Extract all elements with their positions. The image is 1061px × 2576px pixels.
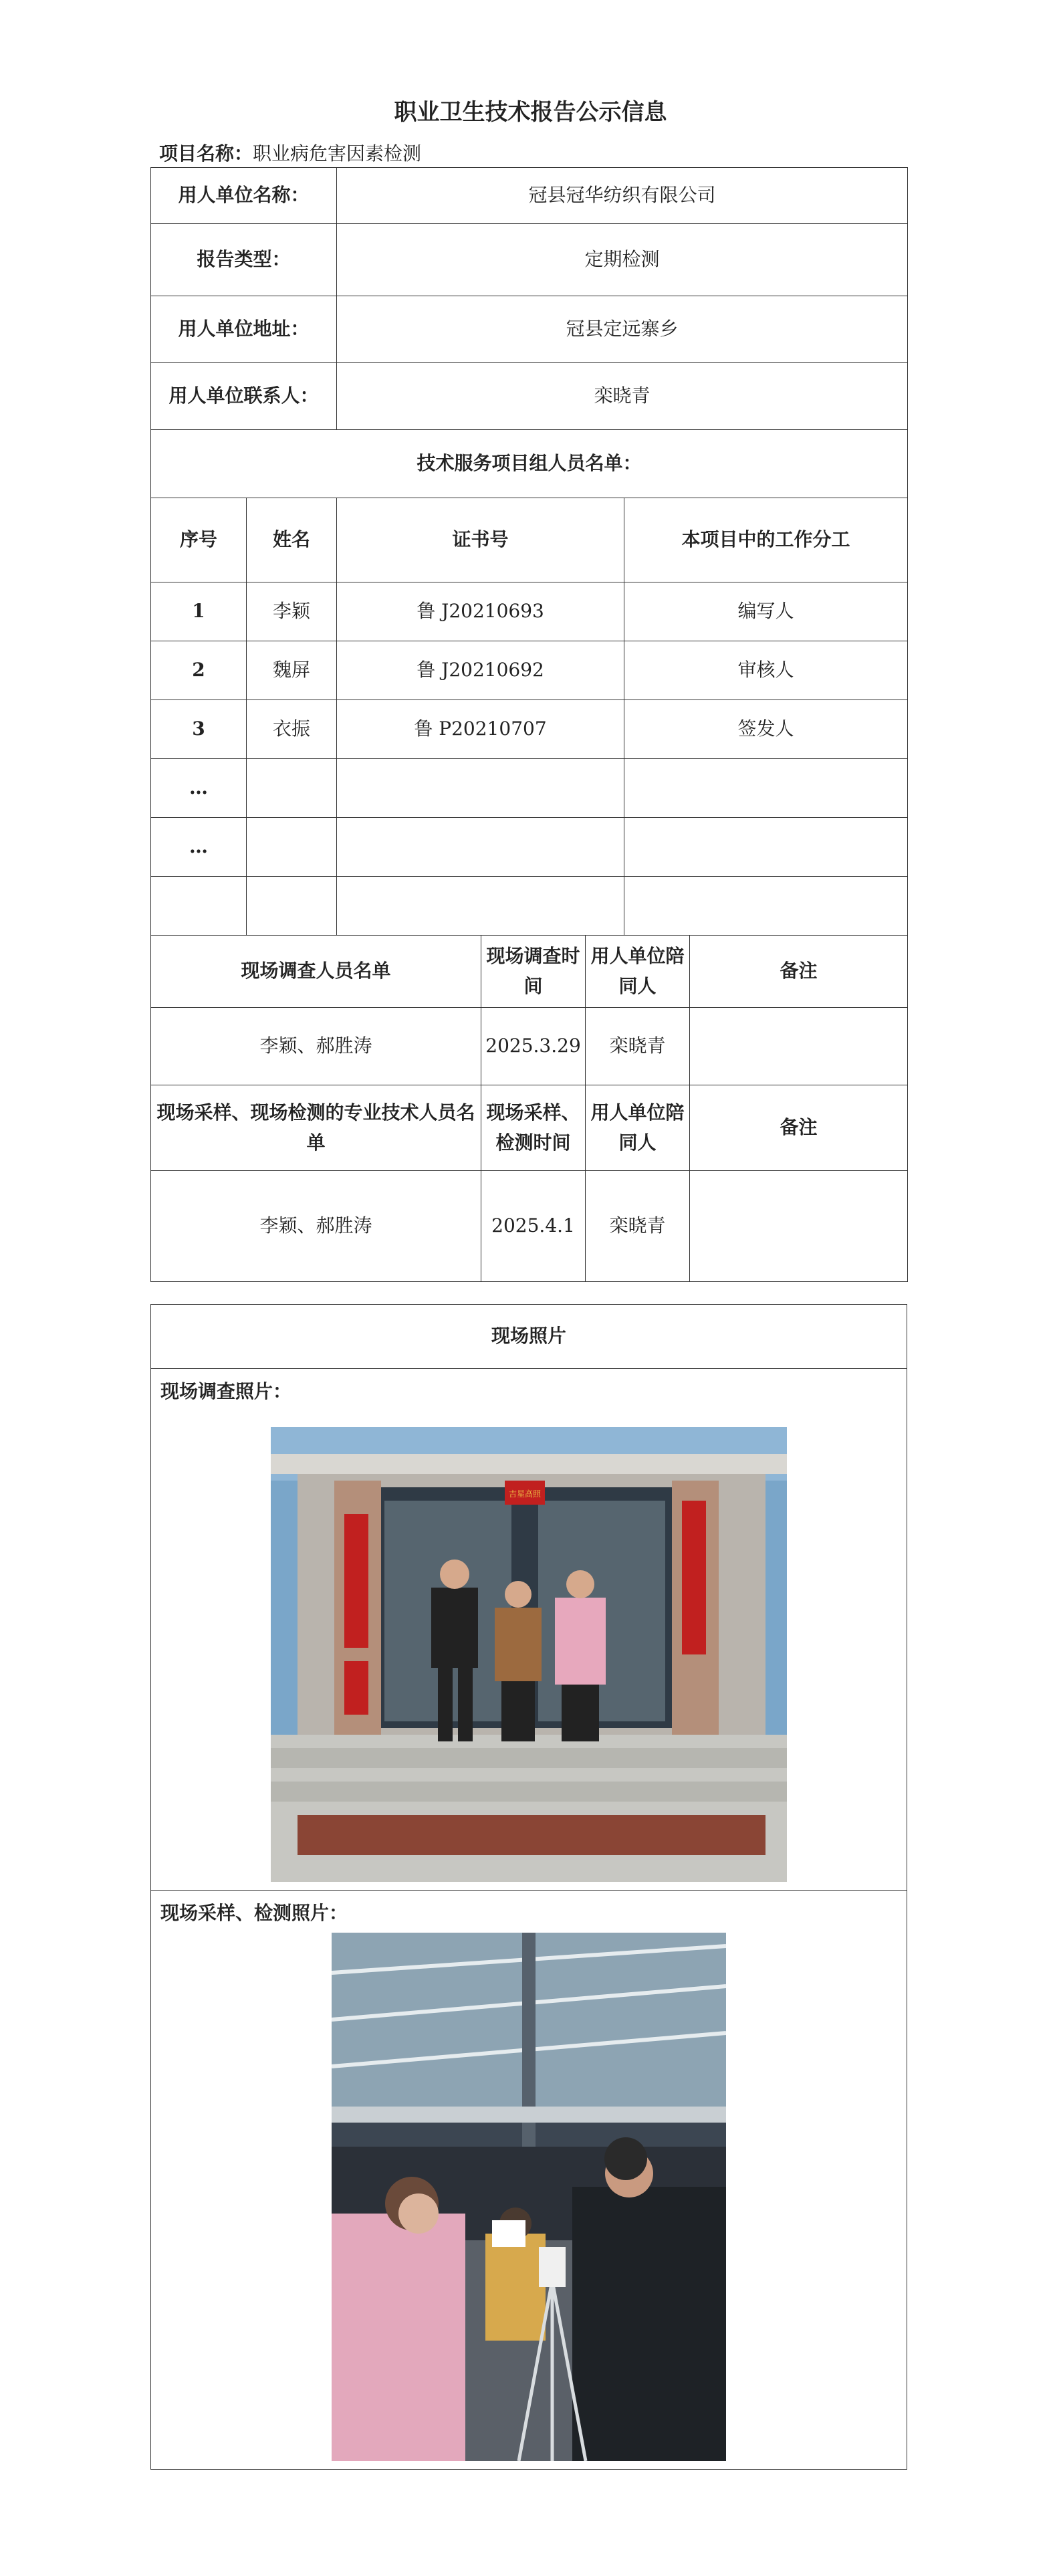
- team-cell: 鲁 P20210707: [337, 700, 624, 759]
- table-row: [151, 700, 908, 759]
- project-label: 项目名称：: [159, 142, 253, 165]
- team-cell: 审核人: [624, 641, 908, 700]
- survey-header: 现场调查时间: [481, 936, 586, 1008]
- sampling-header: 备注: [690, 1085, 908, 1171]
- page-title: 职业卫生技术报告公示信息: [394, 99, 667, 126]
- team-cell: 鲁 J20210692: [337, 641, 624, 700]
- team-header: 姓名: [247, 498, 337, 582]
- survey-header: 现场调查人员名单: [151, 936, 481, 1008]
- address-label: 用人单位地址：: [151, 296, 337, 363]
- team-cell: [247, 818, 337, 877]
- sampling-cell: 李颖、郝胜涛: [151, 1171, 481, 1282]
- team-cell: 魏屏: [247, 641, 337, 700]
- table-row: [151, 582, 908, 641]
- team-cell: [151, 877, 247, 936]
- team-header: 序号: [151, 498, 247, 582]
- team-cell: 李颖: [247, 582, 337, 641]
- photos-heading: 现场照片: [151, 1305, 907, 1369]
- contact-name: 栾晓青: [337, 363, 908, 430]
- sampling-header: 现场采样、检测时间: [481, 1085, 586, 1171]
- project-name: 职业病危害因素检测: [253, 142, 422, 165]
- project-line: [159, 139, 421, 166]
- sampling-header: 用人单位陪同人: [586, 1085, 690, 1171]
- sampling-photo-cell: [151, 1890, 907, 2469]
- team-cell: 1: [151, 582, 247, 641]
- sampling-cell: 栾晓青: [586, 1171, 690, 1282]
- report-info-table: [150, 167, 908, 1282]
- survey-photo: [271, 1427, 787, 1882]
- team-cell: [247, 759, 337, 818]
- survey-photo-cell: [151, 1369, 907, 1891]
- table-row: [151, 818, 908, 877]
- team-cell: [337, 877, 624, 936]
- report-type: 定期检测: [337, 224, 908, 296]
- table-row: [151, 877, 908, 936]
- team-cell: 编写人: [624, 582, 908, 641]
- survey-photo-label: 现场调查照片：: [160, 1380, 292, 1402]
- sampling-cell: 2025.4.1: [481, 1171, 586, 1282]
- sampling-photo: [332, 1933, 726, 2461]
- team-cell: [337, 818, 624, 877]
- report-type-label: 报告类型：: [151, 224, 337, 296]
- team-heading: 技术服务项目组人员名单：: [151, 430, 908, 498]
- survey-cell: 栾晓青: [586, 1008, 690, 1085]
- team-cell: 3: [151, 700, 247, 759]
- employer-label: 用人单位名称：: [151, 168, 337, 224]
- team-cell: [624, 877, 908, 936]
- site-photos-table: [150, 1304, 907, 2470]
- team-cell: 鲁 J20210693: [337, 582, 624, 641]
- team-cell: 2: [151, 641, 247, 700]
- team-cell: [624, 759, 908, 818]
- team-cell: [624, 818, 908, 877]
- sampling-photo-label: 现场采样、检测照片：: [160, 1901, 348, 1924]
- team-cell: …: [151, 759, 247, 818]
- team-cell: 衣振: [247, 700, 337, 759]
- contact-label: 用人单位联系人：: [151, 363, 337, 430]
- team-header: 本项目中的工作分工: [624, 498, 908, 582]
- address: 冠县定远寨乡: [337, 296, 908, 363]
- sampling-header: 现场采样、现场检测的专业技术人员名单: [151, 1085, 481, 1171]
- team-header: 证书号: [337, 498, 624, 582]
- table-row: [151, 641, 908, 700]
- team-cell: [337, 759, 624, 818]
- survey-header: 备注: [690, 936, 908, 1008]
- employer-name: 冠县冠华纺织有限公司: [337, 168, 908, 224]
- door-banner-text: 吉星高照: [508, 1489, 542, 1499]
- survey-header: 用人单位陪同人: [586, 936, 690, 1008]
- survey-cell: 2025.3.29: [481, 1008, 586, 1085]
- survey-cell: [690, 1008, 908, 1085]
- team-cell: [247, 877, 337, 936]
- team-cell: …: [151, 818, 247, 877]
- sampling-cell: [690, 1171, 908, 1282]
- table-row: [151, 759, 908, 818]
- survey-cell: 李颖、郝胜涛: [151, 1008, 481, 1085]
- team-cell: 签发人: [624, 700, 908, 759]
